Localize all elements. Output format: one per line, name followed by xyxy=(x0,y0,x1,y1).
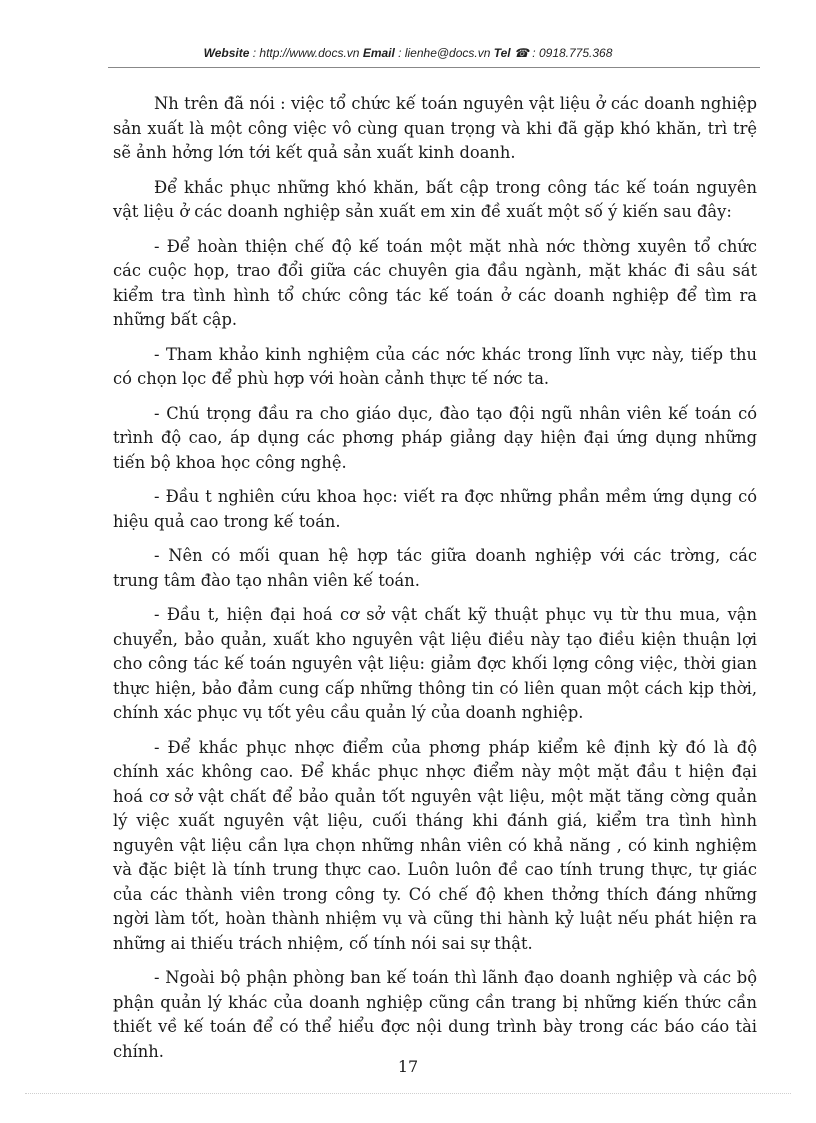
website-label: Website xyxy=(203,46,250,60)
tel-number: : 0918.775.368 xyxy=(532,46,613,60)
paragraph: Để khắc phục những khó khăn, bất cập trong công tác kế toán nguyên vật liệu ở các doanh nghiệp sản xuất em xin đề xuất một số ý kiến sau đây: xyxy=(113,177,757,221)
paragraph: - Tham khảo kinh nghiệm của các nớc khác trong lĩnh vực này, tiếp thu có chọn lọc để phù hợp với hoàn cảnh thực tế nớc ta. xyxy=(113,344,757,388)
paragraph: - Đầu t nghiên cứu khoa học: viết ra đợc những phần mềm ứng dụng có hiệu quả cao trong kế toán. xyxy=(113,487,757,531)
document-body xyxy=(113,92,757,1074)
tel-label: Tel xyxy=(493,46,511,60)
paragraph: - Để hoàn thiện chế độ kế toán một mặt nhà nớc thờng xuyên tổ chức các cuộc họp, trao đổi giữa các chuyên gia đầu ngành, mặt khác đi sâu sát kiểm tra tình hình tổ chức công tác kế toán ở các doanh nghiệp để tìm ra những bất cập. xyxy=(113,236,757,329)
paragraph: - Chú trọng đầu ra cho giáo dục, đào tạo đội ngũ nhân viên kế toán có trình độ cao, áp dụng các phơng pháp giảng dạy hiện đại ứng dụng những tiến bộ khoa học công nghệ. xyxy=(113,403,757,472)
header-divider xyxy=(108,67,760,68)
paragraph: - Để khắc phục nhợc điểm của phơng pháp kiểm kê định kỳ đó là độ chính xác không cao. Để khắc phục nhợc điểm này một mặt đầu t hiện đại hoá cơ sở vật chất để bảo quản tốt nguyên vật liệu, một mặt tăng cờng quản lý việc xuất nguyên vật liệu, cuối tháng khi đánh giá, kiểm tra tình hình nguyên vật liệu cần lựa chọn những nhân viên có khả năng , có kinh nghiệm và đặc biệt là tính trung thực cao. Luôn luôn đề cao tính trung thực, tự giác của các thành viên trong công ty. Có chế độ khen thởng thích đáng những ngời làm tốt, hoàn thành nhiệm vụ và cũng thi hành kỷ luật nếu phát hiện ra những ai thiếu trách nhiệm, cố tính nói sai sự thật. xyxy=(113,737,757,953)
website-url[interactable]: : http://www.docs.vn xyxy=(252,46,360,60)
email-address[interactable]: : lienhe@docs.vn xyxy=(398,46,491,60)
paragraph: - Ngoài bộ phận phòng ban kế toán thì lãnh đạo doanh nghiệp và các bộ phận quản lý khác của doanh nghiệp cũng cần trang bị những kiến thức cần thiết về kế toán để có thể hiểu đợc nội dung trình bày trong các báo cáo tài chính. xyxy=(113,968,757,1061)
paragraph: Nh trên đã nói : việc tổ chức kế toán nguyên vật liệu ở các doanh nghiệp sản xuất là một công việc vô cùng quan trọng và khi đã gặp khó khăn, trì trệ sẽ ảnh hởng lớn tới kết quả sản xuất kinh doanh. xyxy=(113,94,757,162)
phone-icon: ☎ xyxy=(514,46,529,60)
page-header xyxy=(0,46,816,60)
paragraph: - Nên có mối quan hệ hợp tác giữa doanh nghiệp với các trờng, các trung tâm đào tạo nhân viên kế toán. xyxy=(113,546,757,590)
paragraph: - Đầu t, hiện đại hoá cơ sở vật chất kỹ thuật phục vụ từ thu mua, vận chuyển, bảo quản, xuất kho nguyên vật liệu điều này tạo điều kiện thuận lợi cho công tác kế toán nguyên vật liệu: giảm đợc khối lợng công việc, thời gian thực hiện, bảo đảm cung cấp những thông tin có liên quan một cách kịp thời, chính xác phục vụ tốt yêu cầu quản lý của doanh nghiệp. xyxy=(113,605,757,722)
footer-divider xyxy=(25,1093,791,1094)
email-label: Email xyxy=(362,46,395,60)
page-number: 17 xyxy=(397,1057,419,1076)
